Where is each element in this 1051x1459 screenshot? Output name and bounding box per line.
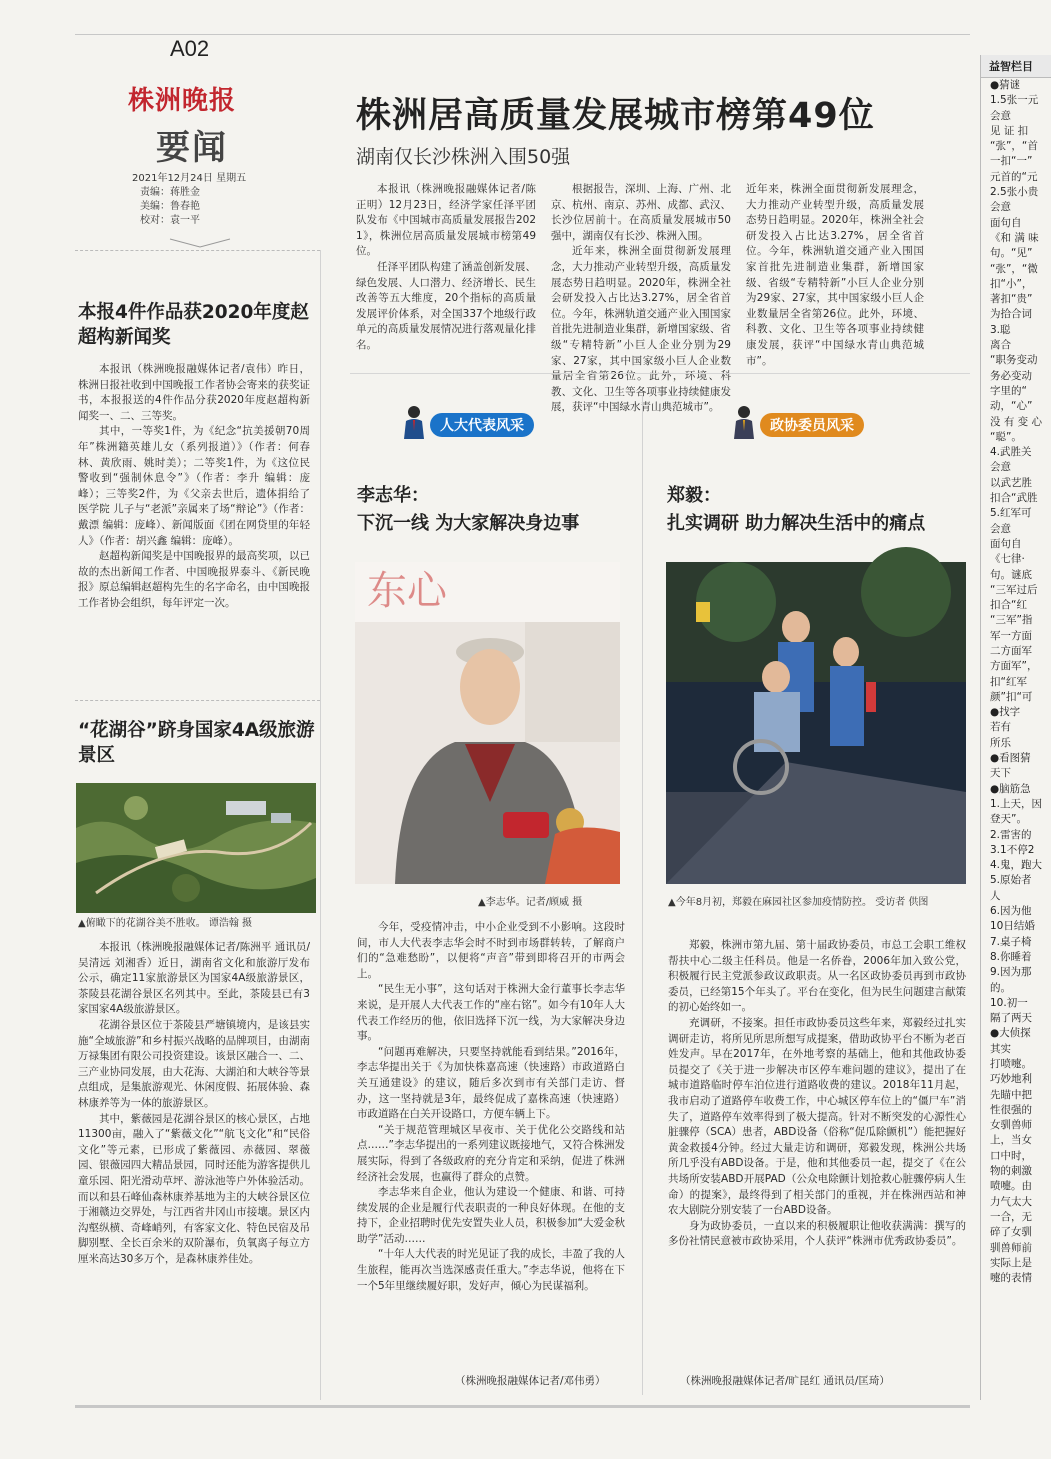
proofreader-credit: 校对：袁一平 [140, 215, 200, 226]
puzzle-line: 没 有 变 心 [990, 415, 1043, 428]
lead-paragraph: 本报讯（株洲晚报融媒体记者/陈正明）12月23日，经济学家任泽平团队发布《中国城市高质量发展报告2021》，株洲位居高质量发展城市榜第49位。 [356, 183, 536, 258]
member-figure-icon [732, 405, 756, 439]
cppcc-paragraph: 充调研，不接案。担任市政协委员这些年来，郑毅经过扎实调研走访，将所见所思所想写成提案，借助政协平台不断为老百姓发声。早在2017年，在外地考察的基础上，他和其他政协委员提交了《关于进一步解决市区停车难问题的建议》，提出了在城市道路临时停车泊位进行道路收费的建议。2018年11月起，我市启动了道路停车收费工作，中心城区停车位上的“僵尸车”消失了，道路停车效率得到了极大提高。针对不断突发的心源性心脏骤停（SCA）患者，ABD设备（俗称“促瓜除颤机”）能把握好黄金救援4分钟。经过大量走访和调研，郑毅发现，株洲公共场所几乎没有ABD设备。于是，他和其他委员一起，提交了《在公共场所安装ABD开展PAD（公众电除颤计划抢救心脏骤停病人生命）的提案》，最终得到了相关部门的重视，并在株洲西站和神农大剧院分别安装了一台ABD设备。 [668, 1016, 966, 1217]
puzzle-line: 8.你睡着 [990, 950, 1032, 963]
puzzle-line: 4.武胜关 [990, 446, 1032, 459]
scenic-paragraph: 花湖谷景区位于茶陵县严塘镇境内，是该县实施“全域旅游”和乡村振兴战略的品牌项目，由湖南万禄集团有限公司投资建设。该景区融合一、二、三产业协同发展，由大花海、大湖泊和大峡谷等景点组成，是集旅游观光、休闲度假、拓展体验、森林康养等为一体的旅游景区。 [78, 1018, 310, 1109]
lead-body-col-1 [356, 182, 536, 354]
lead-subheadline: 湖南仅长沙株洲入围50强 [356, 146, 571, 168]
puzzle-line: 女驯兽师 [990, 1119, 1032, 1132]
puzzle-line: “张”，“首 [990, 140, 1038, 153]
svg-text:东心: 东心 [367, 568, 447, 614]
npc-body [357, 920, 625, 1368]
issue-date: 2021年12月24日 星期五 [132, 173, 247, 184]
puzzle-line: 《七律· [990, 553, 1025, 566]
cppcc-paragraph: 郑毅，株洲市第九届、第十届政协委员，市总工会职工维权帮扶中心二级主任科员。他是一名侨眷，2006年加入致公党，积极履行民主党派参政议政职责。从一名区政协委员再到市政协委员，已经第15个年头了。平台在变化，但为民生问题建言献策的初心始终如一。 [668, 939, 966, 1014]
puzzle-line: “张”，“微 [990, 262, 1038, 275]
puzzle-line: 4.鬼，跑大 [990, 859, 1043, 872]
puzzle-line: 打喷嚏。 [990, 1058, 1032, 1070]
puzzle-line: “聪”。 [990, 430, 1022, 443]
npc-banner-label: 人大代表风采 [430, 413, 534, 437]
lead-body-col-2 [551, 182, 731, 414]
puzzle-column-title: 益智栏目 [981, 55, 1051, 78]
puzzle-line: 会意 [990, 109, 1011, 122]
scenic-photo-caption: ▲俯瞰下的花湖谷美不胜收。 谭浩翰 摄 [78, 918, 253, 929]
puzzle-line: 扣“小”， [990, 277, 1033, 290]
award-body [78, 362, 310, 684]
puzzle-line: 动，“心” [990, 400, 1033, 413]
cppcc-banner-label: 政协委员风采 [760, 413, 864, 437]
puzzle-line: 驯兽师前 [990, 1241, 1032, 1254]
column-rule [320, 250, 321, 1400]
puzzle-line: 会意 [990, 461, 1011, 474]
puzzle-line: 扣合“武胜 [990, 492, 1038, 505]
puzzle-line: 性很强的 [990, 1103, 1032, 1116]
puzzle-line: ●看图猜 [990, 752, 1031, 765]
puzzle-line: 句。谜底 [990, 568, 1032, 581]
scenic-body [78, 940, 310, 1388]
puzzle-line: 9.因为那 [990, 966, 1032, 979]
puzzle-line: 扣“红军 [990, 675, 1027, 688]
top-rule [75, 34, 970, 35]
award-headline: 本报4件作品获2020年度赵超构新闻奖 [78, 302, 309, 348]
puzzle-line: 巧妙地利 [990, 1073, 1032, 1086]
puzzle-line: 句。“见” [990, 247, 1033, 260]
puzzle-line: 2.5张小贵 [990, 186, 1039, 199]
puzzle-line: 天下 [990, 767, 1011, 780]
puzzle-line: 的。 [990, 981, 1011, 994]
puzzle-line: 登天”。 [990, 813, 1027, 826]
puzzle-line: 面句自 [990, 537, 1022, 550]
puzzle-line: 3.聪 [990, 323, 1011, 336]
section-title: 要闻 [156, 128, 228, 168]
cppcc-paragraph: 身为政协委员，一直以来的积极履职让他收获满满：撰写的多份社情民意被市政协采用，个人获评“株洲市优秀政协委员”。 [668, 1219, 966, 1248]
puzzle-line: 扣合“红 [990, 599, 1027, 612]
npc-paragraph: “问题再难解决，只要坚持就能看到结果。”2016年，李志华提出关于《为加快株嘉高速（快速路）市政道路白关互通建设》的建议，随后多次到市有关部门走访、督办，这一坚持就是3年，最终促成了嘉株高速（快速路）市政道路在白关开设路口，方便车辆上下。 [357, 1045, 625, 1121]
puzzle-line: ●脑筋急 [990, 782, 1031, 795]
npc-paragraph: 今年，受疫情冲击，中小企业受到不小影响。这段时间，市人大代表李志华会时不时到市场群转转，了解商户们的“急难愁盼”，以便将“声音”带到即将召开的市两会上。 [357, 921, 625, 980]
left-column-separator [75, 250, 320, 251]
bottom-rule [75, 1405, 970, 1408]
puzzle-line: 6.因为他 [990, 905, 1032, 918]
puzzle-line: 颜”扣“可 [990, 690, 1033, 703]
npc-headline-text: 下沉一线 为大家解决身边事 [357, 513, 580, 534]
lead-paragraph: 近年来，株洲全面贯彻新发展理念，大力推动产业转型升级，高质量发展态势日趋明显。2020年，株洲全社会研发投入占比达3.27%，居全省首位。今年，株洲轨道交通产业入围国家首批先进制造业集群，新增国家级、省级“专精特新”小巨人企业分别为29家、27家，其中国家级小巨人企业数量居全省第26位。此外，环境、科教、文化、卫生等各项事业持续健康发展，获评“中国绿水青山典范城市”。 [746, 183, 924, 367]
puzzle-line: 5.红军可 [990, 507, 1032, 520]
puzzle-line: 10.初一 [990, 996, 1028, 1009]
npc-headline [357, 482, 637, 538]
npc-portrait-photo [355, 562, 620, 884]
lead-separator [350, 373, 970, 374]
puzzle-line: 物的刺激 [990, 1165, 1032, 1178]
puzzle-line: 见 证 扣 [990, 124, 1029, 137]
masthead-logo: 株洲晚报 [128, 86, 237, 116]
puzzle-line: 5.原始者 [990, 874, 1032, 887]
puzzle-line: 会意 [990, 201, 1011, 214]
puzzle-line: 口中时， [990, 1149, 1032, 1162]
puzzle-line: 元首的“元 [990, 170, 1038, 183]
puzzle-line: “三军”指 [990, 614, 1033, 627]
puzzle-line: 以武艺胜 [990, 476, 1032, 489]
cppcc-photo-caption: ▲今年8月初，郑毅在麻园社区参加疫情防控。 受访者 供图 [668, 897, 929, 908]
puzzle-line: ●猜谜 [990, 79, 1021, 91]
npc-paragraph: “十年人大代表的时光见证了我的成长，丰盈了我的人生旅程，能再次当选深感责任重大。”李志华说，他将在下一个5年里继续履好职，发好声，倾心为民谋福利。 [357, 1248, 625, 1292]
puzzle-line: 其实 [990, 1042, 1011, 1055]
puzzle-line: 先瞄中把 [990, 1088, 1032, 1101]
scenic-paragraph: 本报讯（株洲晚报融媒体记者/陈洲平 通讯员/吴清远 刘湘香）近日，湖南省文化和旅游厅发布公示，确定11家旅游景区为国家4A级旅游景区，茶陵县花湖谷景区名列其中。至此，茶陵县已有3家国家4A级旅游景区。 [78, 941, 310, 1016]
puzzle-line: 务必变动 [990, 369, 1032, 382]
left-story-separator [75, 700, 320, 701]
lead-headline: 株洲居高质量发展城市榜第49位 [356, 96, 875, 136]
cppcc-byline: （株洲晚报融媒体记者/旷昆红 通讯员/匡琦） [680, 1375, 890, 1387]
puzzle-line: 2.雷害的 [990, 828, 1032, 841]
issue-meta [132, 172, 246, 228]
award-paragraph: 赵超构新闻奖是中国晚报界的最高奖项，以已故的杰出新闻工作者、中国晚报界泰斗、《新民晚报》原总编辑赵超构先生的名字命名，由中国晚报工作者协会组织，每年评定一次。 [78, 550, 310, 609]
puzzle-line: 二方面军 [990, 644, 1032, 657]
puzzle-column [980, 55, 1051, 1400]
deputy-figure-icon [402, 405, 426, 439]
puzzle-line: 力气太大 [990, 1195, 1032, 1208]
puzzle-line: 若有 [990, 721, 1011, 734]
page-number: A02 [170, 36, 210, 61]
puzzle-line: ●大侦探 [990, 1027, 1031, 1040]
award-paragraph: 本报讯（株洲晚报融媒体记者/袁伟）昨日，株洲日报社收到中国晚报工作者协会寄来的获奖证书，本报报送的4件作品分获2020年度赵超构新闻奖一、二、三等奖。 [78, 363, 310, 422]
puzzle-line: “三军过后 [990, 583, 1038, 596]
cppcc-body [668, 938, 966, 1366]
puzzle-line: 喷嚏。由 [990, 1180, 1032, 1193]
cppcc-headline-name: 郑毅： [667, 485, 721, 506]
puzzle-line: 方面军”， [990, 660, 1038, 673]
cppcc-headline [667, 482, 967, 538]
npc-byline: （株洲晚报融媒体记者/邓伟勇） [455, 1375, 606, 1387]
puzzle-line: 著扣“贵” [990, 293, 1033, 306]
puzzle-line: ●找字 [990, 706, 1021, 719]
puzzle-line: 7.桌子椅 [990, 935, 1032, 948]
editor-credit: 责编：蒋胜金 [140, 187, 200, 198]
npc-photo-caption: ▲李志华。记者/顾威 摄 [478, 897, 583, 908]
scenic-aerial-photo [76, 783, 316, 913]
cppcc-banner [730, 405, 930, 439]
puzzle-line: 所乐 [990, 736, 1011, 749]
puzzle-line: 实际上是 [990, 1256, 1032, 1269]
npc-paragraph: 李志华来自企业，他认为建设一个健康、和谐、可持续发展的企业是履行代表职责的一种良好体现。在他的支持下，企业招聘时优先安置失业人员，积极参加“大爱金秋助学”活动…… [357, 1186, 625, 1245]
npc-paragraph: “关于规范管理城区早夜市、关于优化公交路线和站点……”李志华提出的一系列建议既接地气，又符合株洲发展实际，得到了各级政府的充分肯定和采纳，促进了株洲经济社会发展，也赢得了群众的点赞。 [357, 1123, 625, 1183]
lead-paragraph: 任泽平团队构建了涵盖创新发展、绿色发展、人口潜力、经济增长、民生改善等五大维度，20个指标的高质量发展评价体系，对全国337个地级行政单元的高质量发展情况进行落观量化排名。 [356, 260, 536, 351]
puzzle-line: 3.1不停2 [990, 843, 1035, 856]
puzzle-line: 字里的“ [990, 384, 1027, 397]
puzzle-line: 碎了女驯 [990, 1226, 1032, 1239]
puzzle-line: 10日结婚 [990, 920, 1035, 933]
cppcc-headline-text: 扎实调研 助力解决生活中的痛点 [667, 513, 926, 534]
scenic-headline: “花湖谷”跻身国家4A级旅游景区 [78, 720, 315, 766]
npc-paragraph: “民生无小事”，这句话对于株洲大金行董事长李志华来说，是开展人大代表工作的“座右铭”。如今有10年人大代表工作经历的他，依旧选择下沉一线，为大家解决身边事。 [357, 983, 625, 1043]
art-editor-credit: 美编：鲁春艳 [140, 201, 200, 212]
lead-paragraph: 根据报告，深圳、上海、广州、北京、杭州、南京、苏州、成都、武汉、长沙位居前十。在高质量发展城市50强中，湖南仅有长沙、株洲入围。 [551, 183, 731, 242]
puzzle-line: 为拾合词 [990, 308, 1032, 321]
puzzle-line: 1.5张一元 [990, 94, 1039, 107]
section-chevron-icon [170, 238, 230, 248]
lead-body-col-3 [746, 182, 924, 367]
puzzle-line: 《和 满 味 [990, 231, 1039, 244]
puzzle-line: 军一方面 [990, 629, 1032, 642]
cppcc-field-photo [666, 562, 966, 884]
lead-paragraph: 近年来，株洲全面贯彻新发展理念，大力推动产业转型升级，高质量发展态势日趋明显。2020年，株洲全社会研发投入占比达3.27%，居全省首位。今年，株洲轨道交通产业入围国家首批先进制造业集群，新增国家级、省级“专精特新”小巨人企业分别为29家、27家，其中国家级小巨人企业数量居全省第26位。此外，环境、科教、文化、卫生等各项事业持续健康发展，获评“中国绿水青山典范城市”。 [551, 245, 731, 414]
puzzle-line: 隔了两天 [990, 1012, 1032, 1025]
puzzle-line: 1.上天，因 [990, 797, 1043, 810]
puzzle-line: “职务变动 [990, 354, 1038, 367]
puzzle-line: 离合 [990, 339, 1011, 352]
puzzle-line: 一合，无 [990, 1210, 1032, 1223]
puzzle-line: 一扣“一” [990, 155, 1033, 168]
puzzle-line: 人 [990, 889, 1001, 902]
scenic-paragraph: 其中，紫薇园是花湖谷景区的核心景区，占地11300亩，融入了“紫薇文化”“航飞文化”和“民俗文化”等元素，已形成了紫薇园、赤薇园、翠薇园、银薇园四大精品景园，同时还能为游客提供儿童乐园、阳光滑动草坪、游泳池等户外体验活动。而以和县石峰仙森林康养基地为主的大峡谷景区位于湘赣边交界处，与江西省井冈山市接壤。景区内沟壑纵横、奇峰峭列，有客家文化、特色民宿及吊脚别墅、全长百余米的双阶瀑布，负氧离子每立方厘米高达30多万个，是森林康养佳处。 [78, 1112, 310, 1265]
npc-headline-name: 李志华： [357, 485, 429, 506]
npc-banner [400, 405, 600, 439]
puzzle-line: 上，当女 [990, 1134, 1032, 1147]
puzzle-line: 会意 [990, 522, 1011, 535]
award-paragraph: 其中，一等奖1件，为《纪念“抗美援朝70周年”株洲籍英雄儿女（系列报道）》（作者：何春林、黄欣雨、姚时美）；二等奖1件，为《这位民警收到“强制休息令”》（作者：李升 编辑：庞峰）；三等奖2件，为《父亲去世后，遗体捐给了医学院 儿子与“老派”亲属来了场“辩论”》（作者：戴漂 编辑：庞峰）、新闻版面《团在网贷里的年轻人》（作者：胡兴鑫 编辑：庞峰）。 [78, 425, 310, 547]
column-rule [642, 395, 643, 1395]
puzzle-line: 嚏的表情 [990, 1272, 1032, 1285]
puzzle-line: 面句自 [990, 216, 1022, 229]
